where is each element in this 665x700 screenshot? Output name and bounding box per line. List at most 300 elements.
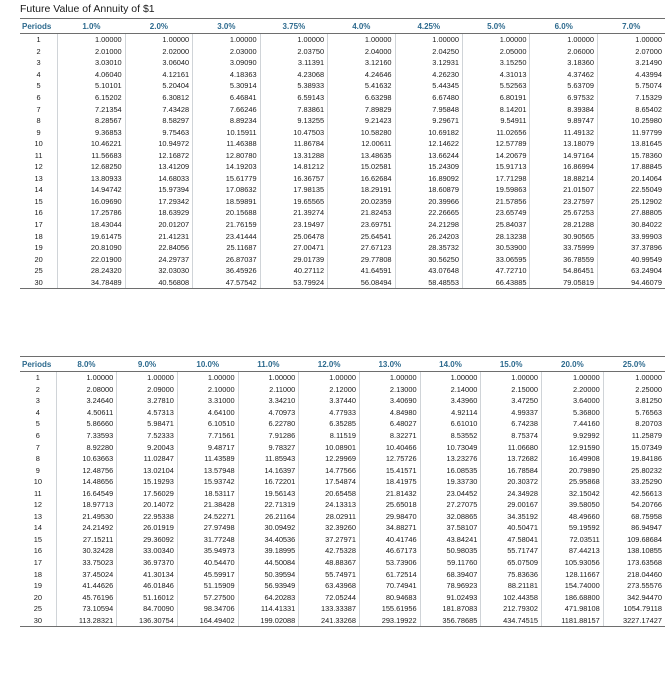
period-cell: 12 (33, 500, 42, 510)
value-cell: 42.56613 (603, 487, 665, 499)
value-cell: 4.64100 (177, 407, 238, 419)
value-cell: 1.00000 (56, 372, 117, 384)
value-cell: 55.74971 (299, 568, 360, 580)
value-cell: 16.86994 (530, 161, 597, 173)
value-cell: 1.00000 (542, 372, 604, 384)
table-row (20, 534, 665, 546)
rate-header: 14.0% (420, 357, 481, 372)
value-cell: 29.00167 (481, 499, 542, 511)
value-cell: 7.33593 (56, 430, 117, 442)
table-row (20, 230, 665, 242)
value-cell: 2.01000 (58, 46, 125, 58)
table-row (20, 372, 665, 384)
value-cell: 27.97498 (177, 522, 238, 534)
value-cell: 1.00000 (359, 372, 420, 384)
value-cell: 45.76196 (56, 591, 117, 603)
value-cell: 24.34928 (481, 487, 542, 499)
period-cell: 11 (34, 150, 43, 160)
value-cell: 8.32271 (359, 430, 420, 442)
value-cell: 11.25879 (603, 430, 665, 442)
value-cell: 98.34706 (177, 603, 238, 615)
value-cell: 44.50084 (238, 557, 299, 569)
value-cell: 15.91713 (463, 161, 530, 173)
value-cell: 1.00000 (117, 372, 178, 384)
value-cell: 10.58280 (328, 126, 395, 138)
table-row (20, 253, 665, 265)
period-cell: 11 (33, 488, 42, 498)
value-cell: 9.48717 (177, 441, 238, 453)
table-row (20, 80, 665, 92)
value-cell: 4.43994 (597, 69, 665, 81)
value-cell: 5.20404 (125, 80, 192, 92)
period-cell: 7 (36, 104, 41, 114)
value-cell: 7.89829 (328, 103, 395, 115)
value-cell: 88.21181 (481, 580, 542, 592)
value-cell: 30.32428 (56, 545, 117, 557)
table-row (20, 265, 665, 277)
value-cell: 3.31000 (177, 395, 238, 407)
value-cell: 8.65402 (597, 103, 665, 115)
value-cell: 20.30372 (481, 476, 542, 488)
value-cell: 56.93949 (238, 580, 299, 592)
rate-header: 9.0% (117, 357, 178, 372)
value-cell: 15.07349 (603, 441, 665, 453)
table-row (20, 487, 665, 499)
annuity-table-low-rates (20, 18, 665, 289)
value-cell: 12.00611 (328, 138, 395, 150)
value-cell: 30.53900 (463, 242, 530, 254)
value-cell: 39.18995 (238, 545, 299, 557)
value-cell: 10.69182 (395, 126, 462, 138)
value-cell: 13.48635 (328, 149, 395, 161)
value-cell: 11.06680 (481, 441, 542, 453)
value-cell: 5.52563 (463, 80, 530, 92)
value-cell: 41.44626 (56, 580, 117, 592)
value-cell: 37.27971 (299, 534, 360, 546)
value-cell: 30.09492 (238, 522, 299, 534)
value-cell: 3.18360 (530, 57, 597, 69)
table-row (20, 69, 665, 81)
rate-header: 3.75% (260, 19, 327, 34)
value-cell: 11.46388 (193, 138, 260, 150)
period-cell: 20 (33, 592, 42, 602)
value-cell: 24.13313 (299, 499, 360, 511)
value-cell: 14.68033 (125, 173, 192, 185)
value-cell: 181.87083 (420, 603, 481, 615)
period-cell: 8 (35, 454, 40, 464)
value-cell: 199.02088 (238, 614, 299, 626)
period-cell: 2 (36, 46, 41, 56)
value-cell: 113.28321 (56, 614, 117, 626)
value-cell: 13.23276 (420, 453, 481, 465)
value-cell: 34.40536 (238, 534, 299, 546)
value-cell: 26.21164 (238, 511, 299, 523)
value-cell: 20.02359 (328, 196, 395, 208)
value-cell: 47.72710 (463, 265, 530, 277)
table-row (20, 464, 665, 476)
value-cell: 12.57789 (463, 138, 530, 150)
value-cell: 7.52333 (117, 430, 178, 442)
value-cell: 22.26665 (395, 207, 462, 219)
value-cell: 128.11667 (542, 568, 604, 580)
table-row (20, 161, 665, 173)
value-cell: 32.39260 (299, 522, 360, 534)
value-cell: 273.55576 (603, 580, 665, 592)
value-cell: 9.92992 (542, 430, 604, 442)
value-cell: 4.12161 (125, 69, 192, 81)
value-cell: 105.93056 (542, 557, 604, 569)
rate-header: 4.25% (395, 19, 462, 34)
value-cell: 25.67253 (530, 207, 597, 219)
value-cell: 10.40466 (359, 441, 420, 453)
value-cell: 36.78559 (530, 253, 597, 265)
value-cell: 1.00000 (395, 34, 462, 46)
value-cell: 19.59863 (463, 184, 530, 196)
value-cell: 59.11760 (420, 557, 481, 569)
value-cell: 5.10101 (58, 80, 125, 92)
value-cell: 20.14064 (597, 173, 665, 185)
table-row (20, 418, 665, 430)
value-cell: 1.00000 (420, 372, 481, 384)
value-cell: 12.75726 (359, 453, 420, 465)
period-cell: 14 (33, 523, 42, 533)
value-cell: 12.14622 (395, 138, 462, 150)
value-cell: 48.88367 (299, 557, 360, 569)
value-cell: 15.02581 (328, 161, 395, 173)
rate-header: 20.0% (542, 357, 604, 372)
value-cell: 27.27075 (420, 499, 481, 511)
rate-header: 1.0% (58, 19, 125, 34)
value-cell: 72.03511 (542, 534, 604, 546)
value-cell: 13.81645 (597, 138, 665, 150)
value-cell: 21.49530 (56, 511, 117, 523)
value-cell: 16.08535 (420, 464, 481, 476)
value-cell: 68.39407 (420, 568, 481, 580)
value-cell: 25.65018 (359, 499, 420, 511)
table-row (20, 149, 665, 161)
value-cell: 7.71561 (177, 430, 238, 442)
value-cell: 7.95848 (395, 103, 462, 115)
value-cell: 17.25786 (58, 207, 125, 219)
value-cell: 24.21298 (395, 219, 462, 231)
value-cell: 33.75023 (56, 557, 117, 569)
value-cell: 114.41331 (238, 603, 299, 615)
value-cell: 4.84980 (359, 407, 420, 419)
value-cell: 28.21288 (530, 219, 597, 231)
period-cell: 19 (33, 581, 42, 591)
value-cell: 4.18363 (193, 69, 260, 81)
table-row (20, 384, 665, 396)
table-row (20, 196, 665, 208)
value-cell: 102.44358 (481, 591, 542, 603)
value-cell: 33.75999 (530, 242, 597, 254)
value-cell: 30.56250 (395, 253, 462, 265)
value-cell: 13.31288 (260, 149, 327, 161)
value-cell: 27.67123 (328, 242, 395, 254)
value-cell: 20.79890 (542, 464, 604, 476)
period-cell: 3 (36, 58, 41, 68)
value-cell: 70.74941 (359, 580, 420, 592)
value-cell: 11.56683 (58, 149, 125, 161)
value-cell: 16.62684 (328, 173, 395, 185)
value-cell: 4.92114 (420, 407, 481, 419)
value-cell: 23.65749 (463, 207, 530, 219)
period-cell: 16 (33, 546, 42, 556)
value-cell: 23.27597 (530, 196, 597, 208)
value-cell: 39.58050 (542, 499, 604, 511)
value-cell: 6.80191 (463, 92, 530, 104)
value-cell: 50.39594 (238, 568, 299, 580)
value-cell: 2.12000 (299, 384, 360, 396)
value-cell: 4.31013 (463, 69, 530, 81)
value-cell: 33.25290 (603, 476, 665, 488)
table-row (20, 219, 665, 231)
value-cell: 32.15042 (542, 487, 604, 499)
table-row (20, 138, 665, 150)
value-cell: 47.57542 (193, 276, 260, 288)
value-cell: 80.94683 (359, 591, 420, 603)
value-cell: 2.09000 (117, 384, 178, 396)
value-cell: 19.84186 (603, 453, 665, 465)
value-cell: 4.06040 (58, 69, 125, 81)
table-row (20, 591, 665, 603)
period-cell: 17 (33, 558, 42, 568)
value-cell: 23.69751 (328, 219, 395, 231)
value-cell: 6.59143 (260, 92, 327, 104)
value-cell: 2.10000 (177, 384, 238, 396)
value-cell: 10.25980 (597, 115, 665, 127)
value-cell: 8.28567 (58, 115, 125, 127)
value-cell: 86.94947 (603, 522, 665, 534)
value-cell: 18.63929 (125, 207, 192, 219)
value-cell: 20.39966 (395, 196, 462, 208)
value-cell: 3.81250 (603, 395, 665, 407)
period-cell: 9 (36, 127, 41, 137)
value-cell: 28.02911 (299, 511, 360, 523)
table-row (20, 46, 665, 58)
rate-header: 11.0% (238, 357, 299, 372)
value-cell: 15.78360 (597, 149, 665, 161)
value-cell: 29.01739 (260, 253, 327, 265)
value-cell: 41.30134 (117, 568, 178, 580)
value-cell: 73.10594 (56, 603, 117, 615)
value-cell: 12.48756 (56, 464, 117, 476)
value-cell: 3.21490 (597, 57, 665, 69)
value-cell: 2.03750 (260, 46, 327, 58)
period-cell: 5 (35, 419, 40, 429)
value-cell: 3.15250 (463, 57, 530, 69)
value-cell: 10.08901 (299, 441, 360, 453)
value-cell: 1181.88157 (542, 614, 604, 626)
rate-header: 7.0% (597, 19, 665, 34)
value-cell: 40.27112 (260, 265, 327, 277)
periods-header: Periods (20, 19, 58, 34)
value-cell: 8.58297 (125, 115, 192, 127)
value-cell: 94.46079 (597, 276, 665, 288)
value-cell: 6.74238 (481, 418, 542, 430)
rate-header: 4.0% (328, 19, 395, 34)
value-cell: 65.07509 (481, 557, 542, 569)
table-row (20, 207, 665, 219)
value-cell: 72.05244 (299, 591, 360, 603)
value-cell: 1.00000 (603, 372, 665, 384)
value-cell: 15.24309 (395, 161, 462, 173)
rate-header: 13.0% (359, 357, 420, 372)
value-cell: 66.43885 (463, 276, 530, 288)
value-cell: 1.00000 (299, 372, 360, 384)
value-cell: 164.49402 (177, 614, 238, 626)
value-cell: 12.91590 (542, 441, 604, 453)
value-cell: 54.86451 (530, 265, 597, 277)
value-cell: 48.49660 (542, 511, 604, 523)
value-cell: 27.88805 (597, 207, 665, 219)
period-cell: 7 (35, 442, 40, 452)
table-row (20, 34, 665, 46)
value-cell: 17.54874 (299, 476, 360, 488)
table-row (20, 603, 665, 615)
value-cell: 7.15329 (597, 92, 665, 104)
value-cell: 3.64000 (542, 395, 604, 407)
value-cell: 6.97532 (530, 92, 597, 104)
value-cell: 2.13000 (359, 384, 420, 396)
value-cell: 14.19203 (193, 161, 260, 173)
value-cell: 16.09690 (58, 196, 125, 208)
value-cell: 25.95868 (542, 476, 604, 488)
value-cell: 12.80780 (193, 149, 260, 161)
value-cell: 57.27500 (177, 591, 238, 603)
value-cell: 40.54470 (177, 557, 238, 569)
value-cell: 6.10510 (177, 418, 238, 430)
value-cell: 2.04250 (395, 46, 462, 58)
value-cell: 26.01919 (117, 522, 178, 534)
value-cell: 15.97394 (125, 184, 192, 196)
period-cell: 15 (34, 196, 43, 206)
value-cell: 35.94973 (177, 545, 238, 557)
value-cell: 8.89234 (193, 115, 260, 127)
value-cell: 18.53117 (177, 487, 238, 499)
value-cell: 40.41746 (359, 534, 420, 546)
value-cell: 7.83861 (260, 103, 327, 115)
value-cell: 32.03030 (125, 265, 192, 277)
value-cell: 6.46841 (193, 92, 260, 104)
value-cell: 471.98108 (542, 603, 604, 615)
table-row (20, 441, 665, 453)
value-cell: 6.63298 (328, 92, 395, 104)
value-cell: 20.14072 (117, 499, 178, 511)
value-cell: 11.97799 (597, 126, 665, 138)
value-cell: 186.68800 (542, 591, 604, 603)
page-title: Future Value of Annuity of $1 (20, 3, 155, 15)
value-cell: 2.15000 (481, 384, 542, 396)
rate-header: 3.0% (193, 19, 260, 34)
value-cell: 17.56029 (117, 487, 178, 499)
period-cell: 17 (34, 220, 43, 230)
value-cell: 18.59891 (193, 196, 260, 208)
period-cell: 12 (34, 162, 43, 172)
value-cell: 12.29969 (299, 453, 360, 465)
value-cell: 25.64541 (328, 230, 395, 242)
value-cell: 16.49908 (542, 453, 604, 465)
value-cell: 8.75374 (481, 430, 542, 442)
value-cell: 13.66244 (395, 149, 462, 161)
rate-header: 6.0% (530, 19, 597, 34)
value-cell: 26.87037 (193, 253, 260, 265)
value-cell: 342.94470 (603, 591, 665, 603)
value-cell: 19.33730 (420, 476, 481, 488)
table-row (20, 476, 665, 488)
rate-header: 2.0% (125, 19, 192, 34)
value-cell: 18.43044 (58, 219, 125, 231)
value-cell: 4.26230 (395, 69, 462, 81)
value-cell: 4.99337 (481, 407, 542, 419)
value-cell: 43.84241 (420, 534, 481, 546)
value-cell: 7.66246 (193, 103, 260, 115)
value-cell: 5.38933 (260, 80, 327, 92)
value-cell: 25.84037 (463, 219, 530, 231)
value-cell: 20.81090 (58, 242, 125, 254)
value-cell: 51.16012 (117, 591, 178, 603)
value-cell: 27.00471 (260, 242, 327, 254)
value-cell: 32.08865 (420, 511, 481, 523)
value-cell: 12.16872 (125, 149, 192, 161)
value-cell: 9.21423 (328, 115, 395, 127)
value-cell: 3.27810 (117, 395, 178, 407)
value-cell: 2.02000 (125, 46, 192, 58)
value-cell: 10.73049 (420, 441, 481, 453)
value-cell: 1.00000 (125, 34, 192, 46)
value-cell: 58.48553 (395, 276, 462, 288)
value-cell: 18.29191 (328, 184, 395, 196)
value-cell: 8.53552 (420, 430, 481, 442)
value-cell: 56.08494 (328, 276, 395, 288)
value-cell: 10.46221 (58, 138, 125, 150)
value-cell: 9.54911 (463, 115, 530, 127)
value-cell: 18.97713 (56, 499, 117, 511)
table-row (20, 184, 665, 196)
value-cell: 26.24203 (395, 230, 462, 242)
rate-header: 8.0% (56, 357, 117, 372)
table-row (20, 511, 665, 523)
value-cell: 25.06478 (260, 230, 327, 242)
value-cell: 11.43589 (177, 453, 238, 465)
value-cell: 10.15911 (193, 126, 260, 138)
value-cell: 91.02493 (420, 591, 481, 603)
value-cell: 18.41975 (359, 476, 420, 488)
value-cell: 20.65458 (299, 487, 360, 499)
value-cell: 10.94972 (125, 138, 192, 150)
value-cell: 21.39274 (260, 207, 327, 219)
table-row (20, 57, 665, 69)
value-cell: 46.01846 (117, 580, 178, 592)
value-cell: 1.00000 (328, 34, 395, 46)
value-cell: 37.37896 (597, 242, 665, 254)
value-cell: 3.24640 (56, 395, 117, 407)
value-cell: 1054.79118 (603, 603, 665, 615)
value-cell: 1.00000 (193, 34, 260, 46)
value-cell: 3.12160 (328, 57, 395, 69)
value-cell: 24.21492 (56, 522, 117, 534)
value-cell: 29.77808 (328, 253, 395, 265)
value-cell: 3.43960 (420, 395, 481, 407)
value-cell: 21.76159 (193, 219, 260, 231)
period-cell: 1 (35, 373, 40, 383)
value-cell: 3.40690 (359, 395, 420, 407)
rate-header: 12.0% (299, 357, 360, 372)
value-cell: 40.99549 (597, 253, 665, 265)
value-cell: 218.04460 (603, 568, 665, 580)
rate-header: 25.0% (603, 357, 665, 372)
value-cell: 5.41632 (328, 80, 395, 92)
